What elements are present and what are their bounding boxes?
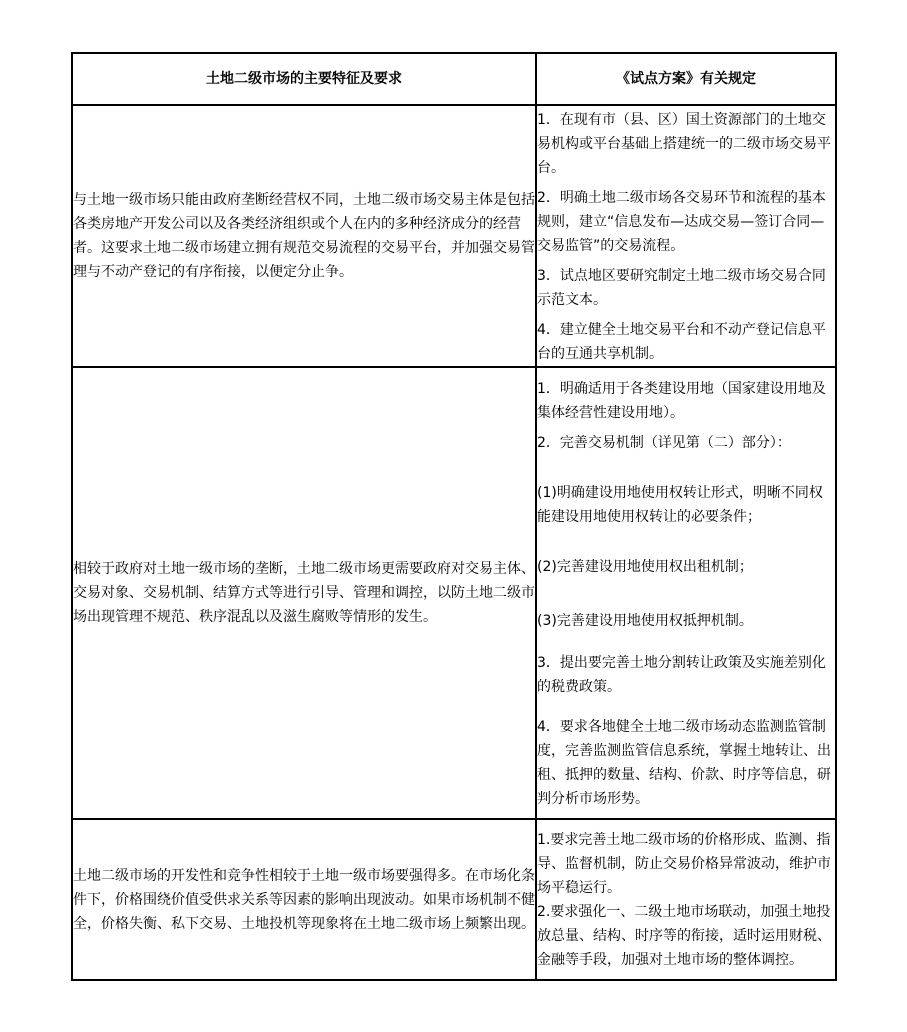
provision-subitem: (2)完善建设用地使用权出租机制； bbox=[537, 559, 753, 575]
table-row bbox=[72, 819, 836, 980]
provision-item: 1．在现有市（县、区）国土资源部门的土地交易机构或平台基础上搭建统一的二级市场交易平台。 bbox=[537, 112, 831, 176]
feature-cell: 与土地一级市场只能由政府垄断经营权不同，土地二级市场交易主体是包括各类房地产开发公司以及各类经济组织或个人在内的多种经济成分的经营者。这要求土地二级市场建立拥有规范交易流程的交易平台，并加强交易管理与不动产登记的有序衔接，以便定分止争。 bbox=[72, 105, 536, 367]
header-row bbox=[72, 53, 836, 105]
provision-item: 4．建立健全土地交易平台和不动产登记信息平台的互通共享机制。 bbox=[537, 322, 826, 362]
provision-item: 4．要求各地健全土地二级市场动态监测监管制度，完善监测监管信息系统，掌握土地转让、出租、抵押的数量、结构、价款、时序等信息，研判分析市场形势。 bbox=[537, 719, 831, 807]
provisions-cell bbox=[536, 819, 836, 980]
provision-item: 3．提出要完善土地分割转让政策及实施差别化的税费政策。 bbox=[537, 655, 826, 695]
provision-item: 1.要求完善土地二级市场的价格形成、监测、指导、监督机制，防止交易价格异常波动，维护市场平稳运行。 bbox=[537, 831, 831, 896]
provisions-cell bbox=[536, 367, 836, 819]
provision-item: 1．明确适用于各类建设用地（国家建设用地及集体经营性建设用地）。 bbox=[537, 381, 826, 421]
provision-subitem: (3)完善建设用地使用权抵押机制。 bbox=[537, 613, 753, 629]
provision-subitem: (1)明确建设用地使用权转让形式，明晰不同权能建设用地使用权转让的必要条件； bbox=[537, 485, 823, 525]
provision-item: 2．完善交易机制（详见第（二）部分）： bbox=[537, 435, 791, 451]
provision-item: 3．试点地区要研究制定土地二级市场交易合同示范文本。 bbox=[537, 268, 826, 308]
header-provisions: 《试点方案》有关规定 bbox=[536, 53, 836, 105]
provisions-cell bbox=[536, 105, 836, 367]
table-row bbox=[72, 105, 836, 367]
feature-cell: 土地二级市场的开发性和竞争性相较于土地一级市场要强得多。在市场化条件下，价格围绕价值受供求关系等因素的影响出现波动。如果市场机制不健全，价格失衡、私下交易、土地投机等现象将在土地二级市场上频繁出现。 bbox=[72, 819, 536, 980]
table-row bbox=[72, 367, 836, 819]
provision-item: 2.要求强化一、二级土地市场联动，加强土地投放总量、结构、时序等的衔接，适时运用财税、金融等手段，加强对土地市场的整体调控。 bbox=[537, 903, 831, 968]
provision-item: 2．明确土地二级市场各交易环节和流程的基本规则，建立“信息发布—达成交易—签订合同—交易监管”的交易流程。 bbox=[537, 190, 826, 254]
comparison-table bbox=[71, 52, 837, 981]
feature-cell: 相较于政府对土地一级市场的垄断，土地二级市场更需要政府对交易主体、交易对象、交易机制、结算方式等进行引导、管理和调控，以防土地二级市场出现管理不规范、秩序混乱以及滋生腐败等情形的发生。 bbox=[72, 367, 536, 819]
header-feature: 土地二级市场的主要特征及要求 bbox=[72, 53, 536, 105]
